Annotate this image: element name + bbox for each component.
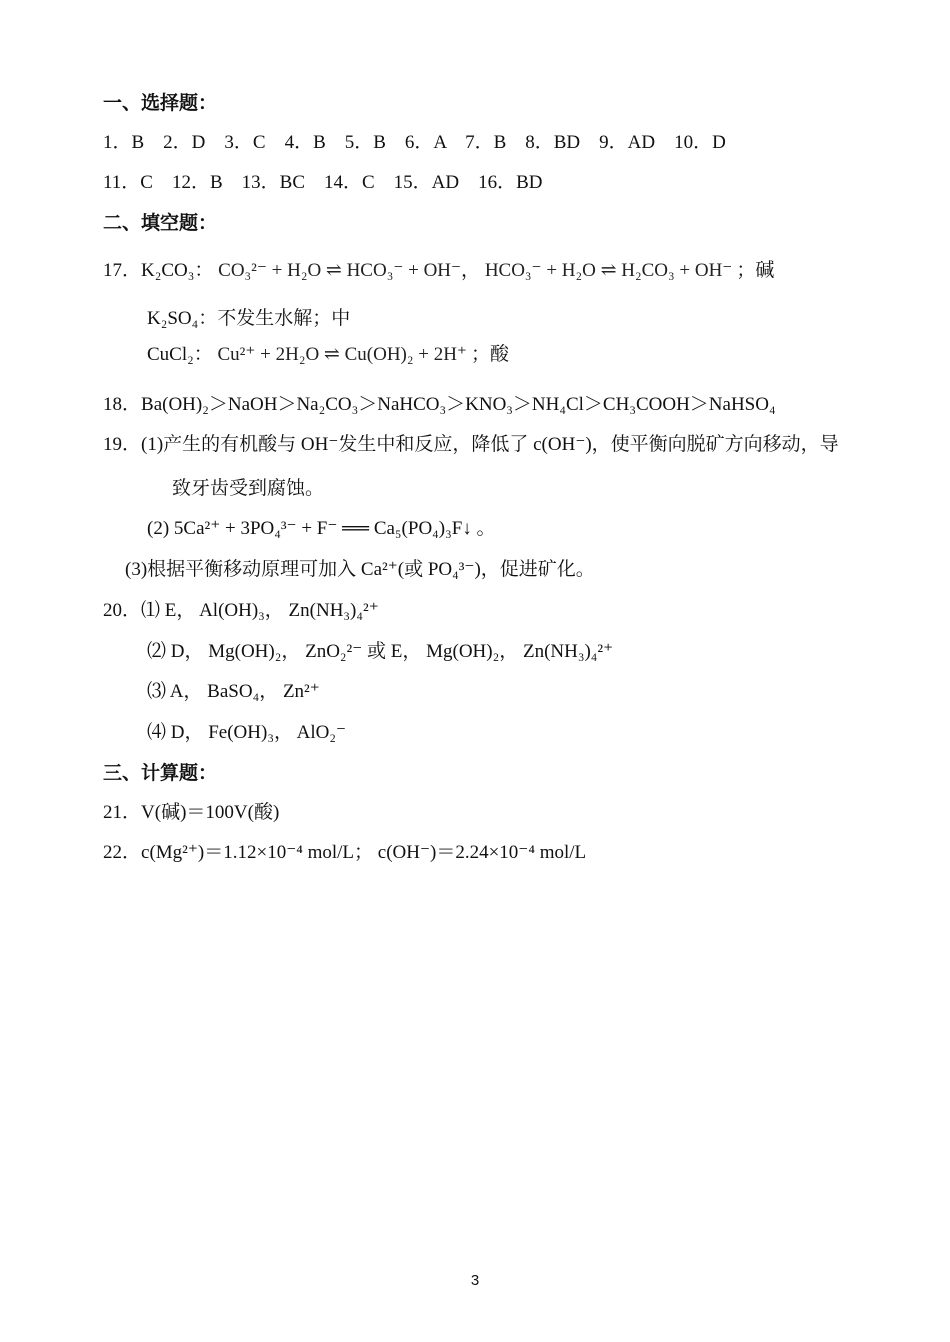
- q20-part4-line: ⑷ D， Fe(OH)₃， AlO₂⁻: [147, 722, 347, 743]
- section-heading-fill: 二、填空题：: [103, 213, 218, 234]
- q17-number: 17．: [103, 260, 142, 281]
- q19-part2-line: (2) 5Ca²⁺ + 3PO₄³⁻ + F⁻ ══ Ca₅(PO₄)₃F↓ 。: [147, 518, 496, 539]
- q17-cucl2-result: ；酸: [470, 344, 509, 365]
- q20-part2-line: ⑵ D， Mg(OH)₂， ZnO₂²⁻ 或 E， Mg(OH)₂， Zn(NH₃)₄²⁺: [147, 641, 614, 662]
- q17-k2co3-line: [103, 258, 774, 284]
- q21-text: V(碱)＝100V(酸): [141, 802, 280, 823]
- q18-text: Ba(OH)₂＞NaOH＞Na₂CO₃＞NaHCO₃＞KNO₃＞NH₄Cl＞CH₃COOH＞NaHSO₄: [141, 394, 776, 415]
- q17-k2co3-equation-1: CO₃²⁻ + H₂O ⇌ HCO₃⁻ + OH⁻: [218, 260, 462, 281]
- q17-k2co3-label: K₂CO₃：: [141, 260, 214, 281]
- choice-answers-row-1: 1．B 2．D 3．C 4．B 5．B 6．A 7．B 8．BD 9．AD 10．D: [103, 132, 726, 153]
- q19-part1-line: 19．(1)产生的有机酸与 OH⁻发生中和反应，降低了 c(OH⁻)，使平衡向脱矿方向移动，导: [103, 434, 839, 455]
- q17-k2so4-line: [147, 306, 350, 332]
- q20-part3-line: ⑶ A， BaSO₄， Zn²⁺: [147, 681, 320, 702]
- section-heading-calc: 三、计算题：: [103, 763, 218, 784]
- q22-text: c(Mg²⁺)＝1.12×10⁻⁴ mol/L； c(OH⁻)＝2.24×10⁻⁴ mol/L: [141, 842, 587, 863]
- q20-part1-line: [103, 598, 379, 624]
- q22-line: [103, 840, 586, 866]
- section-heading-choice: 一、选择题：: [103, 93, 218, 114]
- page-number: 3: [470, 1272, 480, 1289]
- q17-k2co3-equation-2: HCO₃⁻ + H₂O ⇌ H₂CO₃ + OH⁻: [484, 260, 733, 281]
- q19-part3-line: (3)根据平衡移动原理可加入 Ca²⁺(或 PO₄³⁻)，促进矿化。: [125, 559, 595, 580]
- q19-part1-continuation: 致牙齿受到腐蚀。: [172, 478, 325, 499]
- q20-part1: ⑴ E， Al(OH)₃， Zn(NH₃)₄²⁺: [141, 600, 379, 621]
- q21-line: [103, 800, 279, 826]
- q17-cucl2-equation: Cu²⁺ + 2H₂O ⇌ Cu(OH)₂ + 2H⁺: [217, 344, 467, 365]
- q17-k2so4-label: K₂SO₄：: [147, 308, 218, 329]
- choice-answers-row-2: 11．C 12．B 13．BC 14．C 15．AD 16．BD: [103, 172, 543, 193]
- q17-k2so4-text: 不发生水解；中: [217, 308, 351, 329]
- q22-number: 22．: [103, 842, 142, 863]
- q18-number: 18．: [103, 394, 142, 415]
- q17-k2co3-result: ；碱: [736, 260, 775, 281]
- q20-number: 20．: [103, 600, 142, 621]
- q18-line: [103, 392, 776, 418]
- q17-cucl2-label: CuCl₂：: [147, 344, 213, 365]
- q17-separator: ，: [461, 260, 481, 281]
- q21-number: 21．: [103, 802, 142, 823]
- q17-cucl2-line: [147, 342, 509, 368]
